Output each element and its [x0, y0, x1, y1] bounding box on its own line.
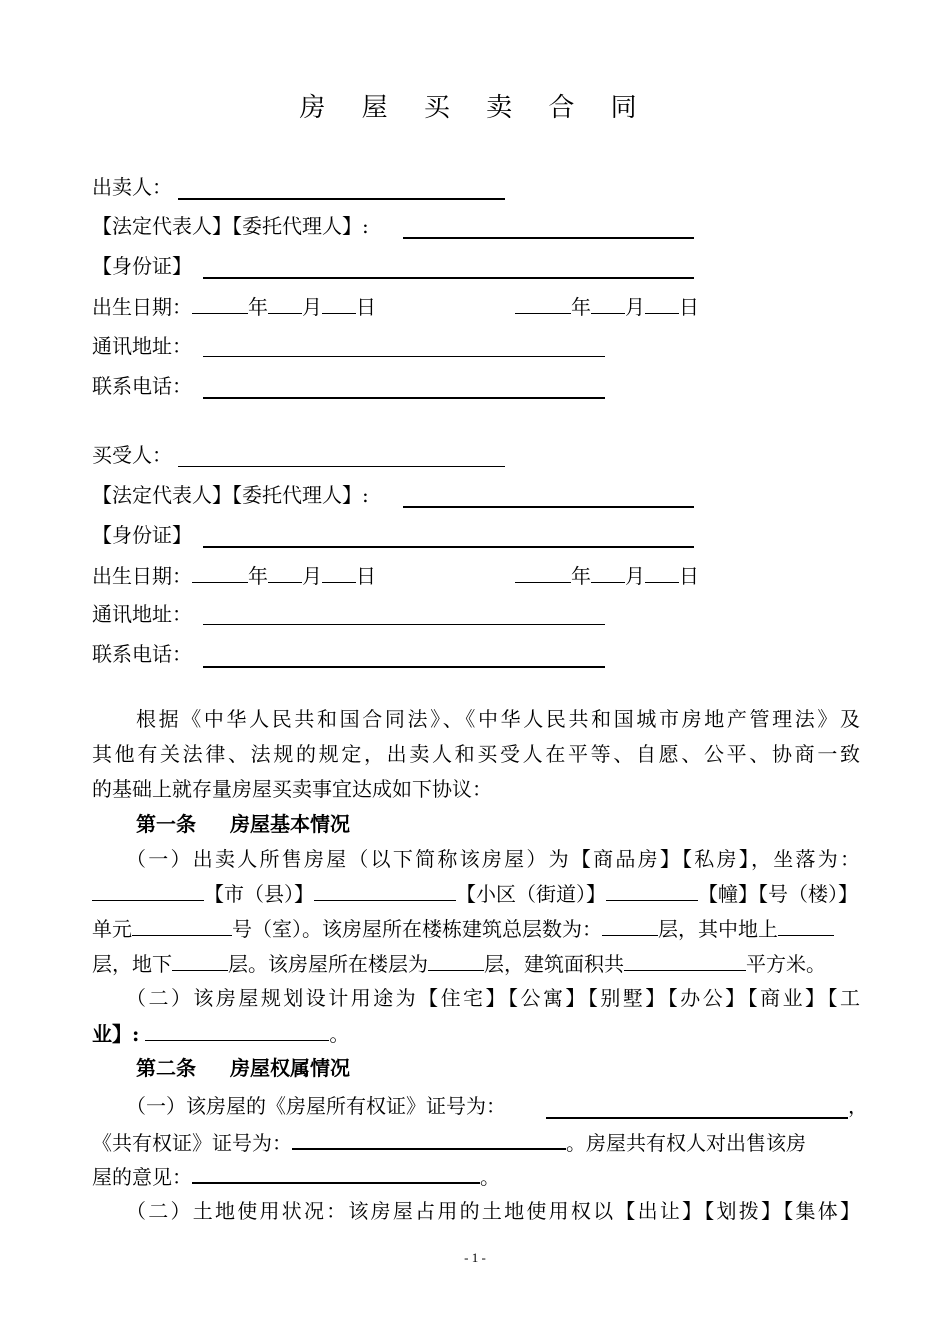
- month-label: 月: [302, 564, 322, 588]
- seller-birth-row: [92, 293, 376, 320]
- buyer-id-field[interactable]: [203, 546, 694, 548]
- total-floors-field[interactable]: [602, 915, 658, 936]
- buyer-rep-field[interactable]: [403, 506, 694, 508]
- period: 。: [480, 1165, 500, 1189]
- seller-name-field[interactable]: [178, 198, 505, 200]
- buyer-address-field[interactable]: [203, 624, 605, 625]
- article-1-heading: [136, 811, 350, 837]
- seller-birth-year-field[interactable]: [192, 293, 248, 314]
- day-label: 日: [356, 564, 376, 588]
- year-label: 年: [248, 564, 268, 588]
- buyer-birth-label: 出生日期：: [92, 564, 192, 588]
- preamble-line-2: 其他有关法律、法规的规定，出卖人和买受人在平等、自愿、公平、协商一致: [92, 742, 860, 766]
- district-label: 【小区（街道）】: [456, 882, 606, 906]
- buyer-birth-month-field[interactable]: [268, 562, 302, 583]
- day-label: 日: [356, 295, 376, 319]
- page-number: - 1 -: [464, 1250, 486, 1265]
- usage-label: 业】:: [92, 1022, 140, 1046]
- seller-birth-row-2: [515, 293, 699, 320]
- seller-name-label: 出卖人：: [92, 175, 172, 199]
- day-label: 日: [679, 295, 699, 319]
- day-label: 日: [679, 564, 699, 588]
- article-2-number: 第二条: [136, 1056, 196, 1080]
- below-ground-field[interactable]: [172, 950, 228, 971]
- seller-birth2-year-field[interactable]: [515, 293, 571, 314]
- buyer-birth-row: [92, 562, 376, 589]
- year-label: 年: [571, 564, 591, 588]
- ownership-cert-field[interactable]: [546, 1117, 848, 1119]
- article-1-title: 房屋基本情况: [230, 812, 350, 836]
- buyer-name-field[interactable]: [178, 466, 505, 467]
- buyer-birth-day-field[interactable]: [322, 562, 356, 583]
- floor-field[interactable]: [428, 950, 484, 971]
- article-1-unit-row: [92, 915, 834, 942]
- month-label: 月: [625, 295, 645, 319]
- seller-birth2-month-field[interactable]: [591, 293, 625, 314]
- co-ownership-label: 《共有权证》证号为：: [92, 1131, 292, 1155]
- buyer-birth-year-field[interactable]: [192, 562, 248, 583]
- buyer-rep-label: 【法定代表人】【委托代理人】:: [92, 483, 369, 507]
- article-2-heading: [136, 1055, 350, 1081]
- buyer-birth2-month-field[interactable]: [591, 562, 625, 583]
- city-label: 【市（县）】: [204, 882, 314, 906]
- floor-word-label: 层，地下: [92, 952, 172, 976]
- article-2-p1-line-3: [92, 1162, 500, 1190]
- seller-rep-label: 【法定代表人】【委托代理人】:: [92, 214, 369, 238]
- opinion-field[interactable]: [192, 1162, 480, 1184]
- city-field[interactable]: [92, 880, 204, 901]
- area-mid-label: 层，建筑面积共: [484, 952, 624, 976]
- article-1-p2-line-1: （二）该房屋规划设计用途为【住宅】【公寓】【别墅】【办公】【商业】【工: [126, 986, 860, 1010]
- opinion-label: 屋的意见：: [92, 1165, 192, 1189]
- above-ground-field[interactable]: [778, 915, 834, 936]
- comma: ，: [848, 1094, 868, 1118]
- article-2-p1-line-2: [92, 1128, 806, 1156]
- co-ownership-field[interactable]: [292, 1128, 566, 1150]
- seller-birth-month-field[interactable]: [268, 293, 302, 314]
- usage-field[interactable]: [145, 1020, 329, 1041]
- article-1-number: 第一条: [136, 812, 196, 836]
- buyer-birth2-day-field[interactable]: [645, 562, 679, 583]
- building-label: 【幢】【号（楼）】: [698, 882, 858, 906]
- article-2-p1-line-1: （一）该房屋的《房屋所有权证》证号为：: [126, 1094, 506, 1118]
- seller-id-field[interactable]: [203, 277, 694, 279]
- buyer-phone-label: 联系电话：: [92, 642, 192, 666]
- year-label: 年: [248, 295, 268, 319]
- article-1-location-row: [92, 880, 858, 907]
- preamble-line-1: 根据《中华人民共和国合同法》、《中华人民共和国城市房地产管理法》及: [136, 707, 860, 731]
- seller-birth-day-field[interactable]: [322, 293, 356, 314]
- month-label: 月: [302, 295, 322, 319]
- room-label: 号（室）。该房屋所在楼栋建筑总层数为：: [232, 917, 602, 941]
- seller-address-field[interactable]: [203, 356, 605, 357]
- article-1-p1-line-1: （一）出卖人所售房屋（以下简称该房屋）为【商品房】【私房】，坐落为：: [126, 847, 860, 871]
- buyer-name-label: 买受人：: [92, 443, 172, 467]
- article-2-p2-line-1: （二）土地使用状况：该房屋占用的土地使用权以【出让】【划拨】【集体】: [126, 1199, 860, 1223]
- year-label: 年: [571, 295, 591, 319]
- floors-mid-label: 层，其中地上: [658, 917, 778, 941]
- building-field[interactable]: [606, 880, 698, 901]
- buyer-address-label: 通讯地址：: [92, 602, 192, 626]
- seller-phone-field[interactable]: [203, 397, 605, 399]
- seller-address-label: 通讯地址：: [92, 334, 192, 358]
- seller-birth-label: 出生日期：: [92, 295, 192, 319]
- floor-at-label: 层。该房屋所在楼层为: [228, 952, 428, 976]
- seller-birth2-day-field[interactable]: [645, 293, 679, 314]
- area-unit-label: 平方米。: [746, 952, 826, 976]
- period: 。: [329, 1022, 350, 1046]
- article-1-floor-row: [92, 950, 826, 977]
- buyer-birth2-year-field[interactable]: [515, 562, 571, 583]
- seller-rep-field[interactable]: [403, 237, 694, 239]
- buyer-id-label: 【身份证】: [92, 523, 192, 547]
- unit-field[interactable]: [132, 915, 232, 936]
- area-field[interactable]: [624, 950, 746, 971]
- buyer-birth-row-2: [515, 562, 699, 589]
- document-title: 房 屋 买 卖 合 同: [299, 93, 651, 123]
- buyer-phone-field[interactable]: [203, 666, 605, 668]
- unit-label: 单元: [92, 917, 132, 941]
- district-field[interactable]: [314, 880, 456, 901]
- month-label: 月: [625, 564, 645, 588]
- article-1-p2-line-2: [92, 1020, 349, 1047]
- seller-id-label: 【身份证】: [92, 254, 192, 278]
- article-2-title: 房屋权属情况: [230, 1056, 350, 1080]
- preamble-line-3: 的基础上就存量房屋买卖事宜达成如下协议：: [92, 777, 492, 801]
- seller-phone-label: 联系电话：: [92, 374, 192, 398]
- co-owner-opinion-label: 。房屋共有权人对出售该房: [566, 1131, 806, 1155]
